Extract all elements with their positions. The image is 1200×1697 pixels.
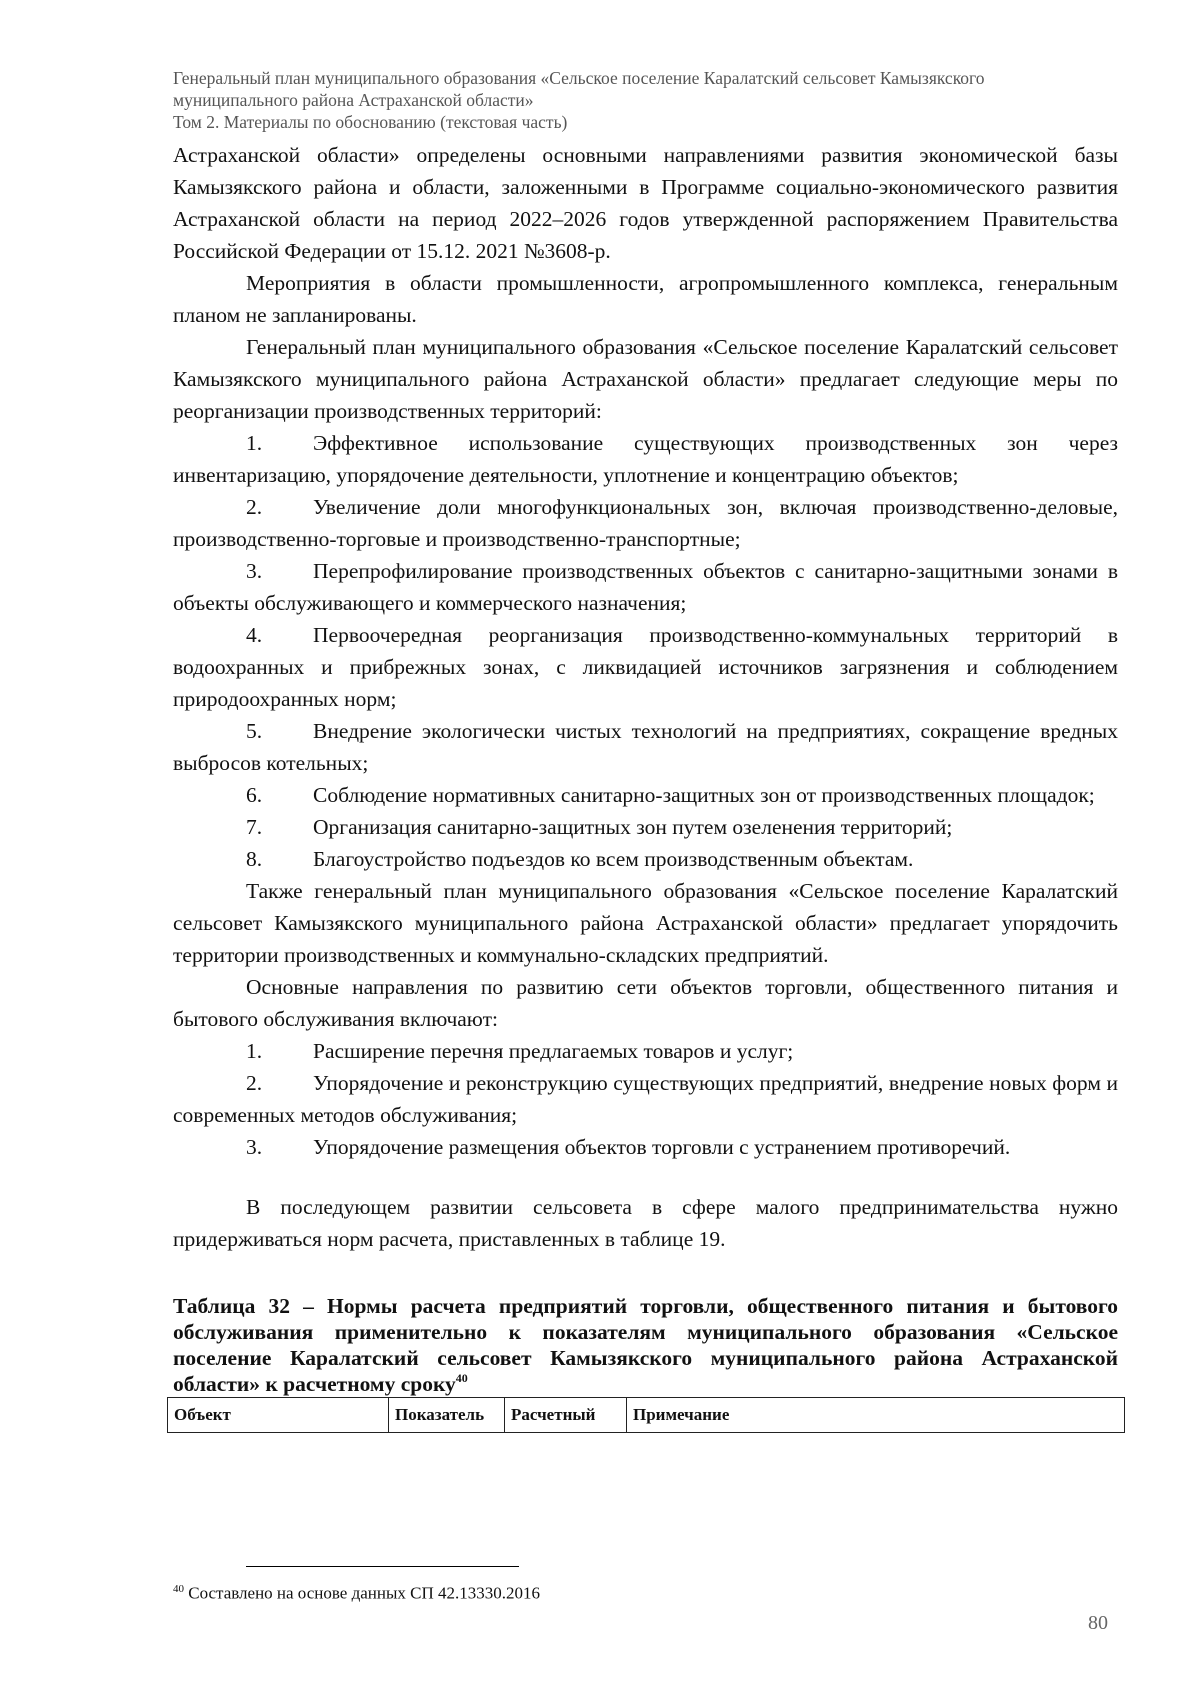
reorganization-list <box>173 427 1118 875</box>
list-item: 3. Упорядочение размещения объектов торговли с устранением противоречий. <box>246 1135 1011 1159</box>
list-item: 6. Соблюдение нормативных санитарно-защитных зон от производственных площадок; <box>246 783 1095 807</box>
list-item: 1. Расширение перечня предлагаемых товаров и услуг; <box>246 1039 794 1063</box>
list-item: 2. Упорядочение и реконструкцию существующих предприятий, внедрение новых форм и современных методов обслуживания; <box>173 1071 1118 1127</box>
column-header-note: Примечание <box>627 1398 1125 1433</box>
footnote <box>173 1578 540 1605</box>
document-body <box>173 139 1118 1433</box>
column-header-calculated: Расчетный <box>505 1398 627 1433</box>
table-caption: Таблица 32 – Нормы расчета предприятий торговли, общественного питания и бытового обслуживания применительно к показателям муниципального образования «Сельское поселение Каралатский сельсовет Камызякского муниципального района Астраханской области» к расчетному сроку$^{40}$ <box>173 1294 1118 1396</box>
paragraph-reorganization: Генеральный план муниципального образования «Сельское поселение Каралатский сельсовет Камызякского муниципального района Астраханской области» предлагает следующие меры по реорганизации производственных территорий: <box>173 335 1118 423</box>
footnote-ref[interactable]: 40 <box>455 1371 468 1385</box>
header-volume: Том 2. Материалы по обоснованию (текстовая часть) <box>173 112 568 132</box>
header-title-line-1: Генеральный план муниципального образования «Сельское поселение Каралатский сельсовет Камызякского <box>173 68 985 88</box>
footnote-number: 40 <box>173 1583 184 1595</box>
trade-list <box>173 1035 1118 1163</box>
list-item: 8. Благоустройство подъездов ко всем производственным объектам. <box>246 847 914 871</box>
paragraph-warehouses: Также генеральный план муниципального образования «Сельское поселение Каралатский сельсовет Камызякского муниципального района Астраханской области» предлагает упорядочить территории производственных и коммунально-складских предприятий. <box>173 879 1118 967</box>
column-header-indicator: Показатель <box>389 1398 505 1433</box>
paragraph-trade-directions: Основные направления по развитию сети объектов торговли, общественного питания и бытового обслуживания включают: <box>173 975 1118 1031</box>
list-item: 4. Первоочередная реорганизация производственно-коммунальных территорий в водоохранных и прибрежных зонах, с ликвидацией источников загрязнения и соблюдением природоохранных норм; <box>173 623 1118 711</box>
paragraph-intro: Астраханской области» определены основными направлениями развития экономической базы Камызякского района и области, заложенными в Программе социально-экономического развития Астраханской области на период 2022–2026 годов утвержденной распоряжением Правительства Российской Федерации от 15.12. 2021 №3608-р. <box>173 143 1118 263</box>
list-item: 2. Увеличение доли многофункциональных зон, включая производственно-деловые, производственно-торговые и производственно-транспортные; <box>173 495 1118 551</box>
list-item: 5. Внедрение экологически чистых технологий на предприятиях, сокращение вредных выбросов котельных; <box>173 719 1118 775</box>
column-header-object: Объект <box>168 1398 389 1433</box>
header-title-line-2: муниципального района Астраханской области» <box>173 90 534 110</box>
list-item: 7. Организация санитарно-защитных зон путем озеленения территорий; <box>246 815 953 839</box>
norms-table <box>167 1397 1125 1433</box>
footnote-text: Составлено на основе данных СП 42.13330.2016 <box>188 1583 541 1603</box>
page-number: 80 <box>1088 1612 1108 1634</box>
list-item: 1. Эффективное использование существующих производственных зон через инвентаризацию, упорядочение деятельности, уплотнение и концентрацию объектов; <box>173 431 1118 487</box>
list-item: 3. Перепрофилирование производственных объектов с санитарно-защитными зонами в объекты обслуживающего и коммерческого назначения; <box>173 559 1118 615</box>
table-header-row <box>168 1398 1125 1433</box>
footnote-divider <box>246 1566 519 1567</box>
paragraph-small-business: В последующем развитии сельсовета в сфере малого предпринимательства нужно придерживаться норм расчета, приставленных в таблице 19. <box>173 1195 1118 1251</box>
paragraph-industry: Мероприятия в области промышленности, агропромышленного комплекса, генеральным планом не запланированы. <box>173 271 1118 327</box>
